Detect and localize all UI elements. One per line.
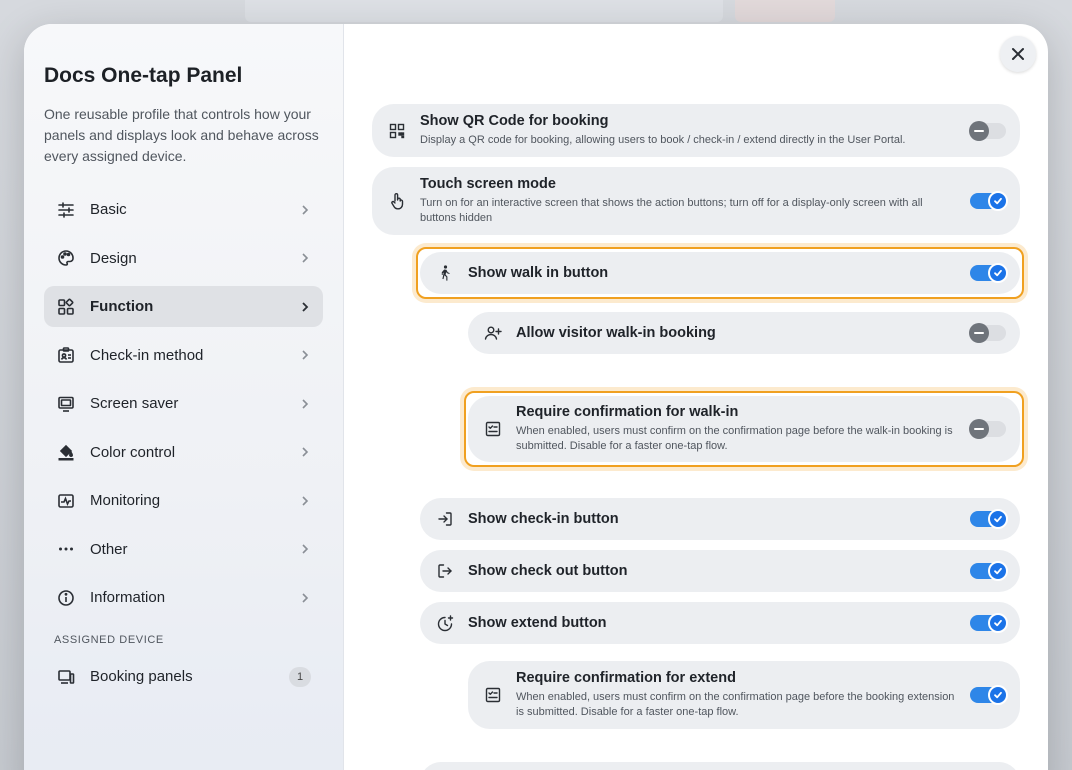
paint-bucket-icon (56, 442, 76, 462)
widgets-icon (56, 297, 76, 317)
chevron-right-icon (299, 543, 311, 555)
checklist-icon (484, 420, 502, 438)
check-icon (993, 196, 1003, 206)
walking-person-icon (436, 264, 454, 282)
logout-icon (436, 562, 454, 580)
info-icon (56, 588, 76, 608)
setting-title: Show walk in button (468, 265, 609, 281)
id-badge-icon (56, 345, 76, 365)
sidebar-item-screen-saver[interactable] (44, 383, 323, 424)
check-icon (993, 268, 1003, 278)
check-icon (993, 566, 1003, 576)
show-walk-in-button-toggle[interactable] (970, 265, 1006, 281)
setting-allow-visitor-walk-in (468, 312, 1020, 354)
touch-screen-mode-toggle[interactable] (970, 193, 1006, 209)
devices-icon (56, 667, 76, 687)
sidebar-item-label: Function (90, 298, 154, 315)
function-settings (344, 24, 1048, 770)
setting-title: Touch screen mode (420, 176, 556, 192)
chevron-right-icon (299, 204, 311, 216)
sidebar-item-check-in-method[interactable] (44, 335, 323, 376)
setting-text (516, 325, 958, 341)
add-person-icon (484, 324, 502, 342)
toggle-knob (988, 561, 1008, 581)
setting-title: Show check out button (468, 563, 628, 579)
setting-text (420, 113, 958, 148)
setting-description: When enabled, users must confirm on the confirmation page before the walk-in booking is submitted. Disable for a faster one-tap flow. (516, 425, 953, 452)
panel-description: One reusable profile that controls how your panels and displays look and behave across every assigned device. (44, 106, 319, 164)
qr-code-icon (388, 122, 406, 140)
sidebar (24, 24, 344, 770)
setting-title: Show check-in button (468, 511, 619, 527)
setting-require-confirmation-extend (468, 661, 1020, 729)
check-icon (993, 690, 1003, 700)
toggle-knob (969, 323, 989, 343)
sidebar-item-color-control[interactable] (44, 432, 323, 473)
chevron-right-icon (299, 301, 311, 313)
touch-icon (388, 192, 406, 210)
chevron-right-icon (299, 446, 311, 458)
check-icon (993, 514, 1003, 524)
login-icon (436, 510, 454, 528)
count-badge: 1 (289, 667, 311, 687)
sidebar-item-label: Booking panels (90, 668, 193, 685)
chevron-right-icon (299, 495, 311, 507)
setting-show-check-out-button (420, 550, 1020, 592)
setting-show-extend-button (420, 602, 1020, 644)
toggle-knob (988, 685, 1008, 705)
monitor-icon (56, 394, 76, 414)
sidebar-item-label: Basic (90, 201, 127, 218)
allow-visitor-walk-in-toggle[interactable] (970, 325, 1006, 341)
setting-text (468, 615, 958, 631)
show-qr-code-toggle[interactable] (970, 123, 1006, 139)
background-tab (735, 0, 835, 22)
sidebar-item-other[interactable] (44, 529, 323, 570)
sidebar-item-design[interactable] (44, 238, 323, 279)
setting-text (516, 404, 958, 454)
toggle-knob (969, 121, 989, 141)
setting-title: Require confirmation for walk-in (516, 404, 739, 420)
show-extend-button-toggle[interactable] (970, 615, 1006, 631)
sliders-icon (56, 200, 76, 220)
setting-title: Show extend button (468, 615, 607, 631)
setting-title: Show QR Code for booking (420, 113, 609, 129)
assigned-device-heading: ASSIGNED DEVICE (54, 634, 164, 646)
close-icon (1011, 47, 1025, 61)
sidebar-item-monitoring[interactable] (44, 480, 323, 521)
toggle-knob (988, 613, 1008, 633)
setting-text (420, 176, 958, 226)
setting-show-walk-in-button (420, 252, 1020, 294)
settings-modal (24, 24, 1048, 770)
setting-require-confirmation-walk-in (468, 396, 1020, 462)
background-search-bar (245, 0, 723, 22)
toggle-knob (969, 419, 989, 439)
setting-description: Display a QR code for booking, allowing users to book / check-in / extend directly in the User Portal. (420, 134, 906, 146)
setting-text (516, 670, 958, 720)
sidebar-item-label: Other (90, 540, 128, 558)
setting-show-check-in-button (420, 498, 1020, 540)
close-button[interactable] (1000, 36, 1036, 72)
chevron-right-icon (299, 398, 311, 410)
sidebar-item-function[interactable] (44, 286, 323, 327)
chevron-right-icon (299, 349, 311, 361)
setting-description: Turn on for an interactive screen that shows the action buttons; turn off for a display-only screen with all buttons hidden (420, 197, 923, 224)
require-confirmation-extend-toggle[interactable] (970, 687, 1006, 703)
sidebar-item-information[interactable] (44, 577, 323, 618)
sidebar-item-label: Color control (90, 443, 176, 461)
checklist-icon (484, 686, 502, 704)
setting-row-partial (420, 762, 1020, 770)
sidebar-item-label: Information (90, 589, 166, 606)
sidebar-item-label: Design (90, 249, 137, 267)
setting-show-qr-code (372, 104, 1020, 157)
setting-touch-screen-mode (372, 167, 1020, 235)
setting-text (468, 265, 958, 281)
sidebar-item-basic[interactable] (44, 189, 323, 230)
toggle-knob (988, 191, 1008, 211)
setting-description: When enabled, users must confirm on the confirmation page before the booking extension is submitted. Disable for a faster one-tap flow. (516, 691, 955, 718)
toggle-knob (988, 263, 1008, 283)
panel-title: Docs One-tap Panel (44, 64, 243, 87)
clock-plus-icon (436, 614, 454, 632)
setting-text (468, 511, 958, 527)
sidebar-item-booking-panels[interactable] (44, 656, 323, 697)
sidebar-item-label: Monitoring (90, 492, 161, 509)
monitoring-icon (56, 491, 76, 511)
setting-title: Allow visitor walk-in booking (516, 325, 716, 341)
setting-text (468, 563, 958, 579)
setting-title: Require confirmation for extend (516, 670, 736, 686)
toggle-knob (988, 509, 1008, 529)
show-check-out-button-toggle[interactable] (970, 563, 1006, 579)
more-dots-icon (56, 539, 76, 559)
check-icon (993, 618, 1003, 628)
require-confirmation-walk-in-toggle[interactable] (970, 421, 1006, 437)
chevron-right-icon (299, 592, 311, 604)
chevron-right-icon (299, 252, 311, 264)
show-check-in-button-toggle[interactable] (970, 511, 1006, 527)
sidebar-item-label: Check-in method (90, 346, 204, 364)
sidebar-item-label: Screen saver (90, 395, 179, 412)
palette-icon (56, 248, 76, 268)
